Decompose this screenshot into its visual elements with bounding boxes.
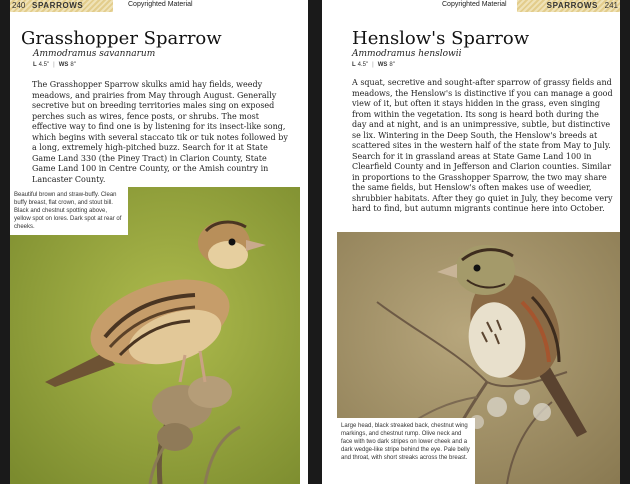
wingspan-label: WS (58, 62, 69, 68)
section-name: SPARROWS (32, 1, 84, 10)
running-header (547, 1, 618, 10)
species-title: Henslow's Sparrow (352, 28, 530, 49)
scientific-name: Ammodramus henslowii (352, 49, 462, 59)
length-value: 4.5" (357, 62, 369, 68)
length-value: 4.5" (38, 62, 50, 68)
photo-caption: Large head, black streaked back, chestnut wing markings, and chestnut rump. Olive neck and face with two dark stripes on lower cheek and a dark wedge-like stripe behind the eye. Pale belly and throat, with short streaks across the breast. (337, 418, 475, 484)
photo-caption: Beautiful brown and straw-buffy. Clean buffy breast, flat crown, and stout bill. Black and chestnut spotting above, yellow spot on lores. Dark spot at rear of cheeks. (10, 187, 128, 235)
measurements (33, 62, 76, 68)
section-name: SPARROWS (546, 1, 598, 10)
page-number: 240 (12, 1, 26, 10)
species-description: The Grasshopper Sparrow skulks amid hay fields, weedy meadows, and prairies from May through August. Generally secretive but on breeding territories males sing on exposed perches such as wires, fence posts, or shrubs. The most effective way to find one is by listening for its insect-like song, which begins with several staccato tik or tuk notes followed by a long, extremely high-pitched buzz. Search for it at State Game Land 330 (the Piney Tract) in Clarion County, State Game Land 100 in Centre County, or the Amish country in Lancaster County. (32, 80, 288, 184)
left-page (10, 0, 308, 484)
wingspan-label: WS (377, 62, 388, 68)
scientific-name: Ammodramus savannarum (33, 49, 156, 59)
running-header (12, 1, 83, 10)
measure-separator: | (53, 62, 55, 68)
measurements (352, 62, 395, 68)
right-page (322, 0, 620, 484)
wingspan-value: 8" (389, 62, 395, 68)
page-number: 241 (604, 1, 618, 10)
measure-separator: | (372, 62, 374, 68)
wingspan-value: 8" (70, 62, 76, 68)
species-title: Grasshopper Sparrow (21, 28, 222, 49)
length-label: L (33, 62, 37, 68)
copyright-notice: Copyrighted Material (128, 1, 193, 8)
copyright-notice: Copyrighted Material (442, 1, 507, 8)
length-label: L (352, 62, 356, 68)
species-description: A squat, secretive and sought-after sparrow of grassy fields and meadows, the Henslow's is distinctive if you can manage a good view of it, but often it stays hidden in the grass, even singing from within the vegetation. Its song is heard both during the day and at night, and is an unimpressive, subtle, but distinctive se lix. Wintering in the Deep South, the Henslow's breeds at scattered sites in the western half of the state from May to July. Search for it in grassland areas at State Game Land 100 in Clearfield County and in Jefferson and Clarion counties. Similar in proportions to the Grasshopper Sparrow, the two may share the same fields, but Henslow's often makes use of weedier, shrubbier habitats. After they go quiet in July, they become very hard to find, but autumn migrants continue here into October. (352, 78, 613, 213)
